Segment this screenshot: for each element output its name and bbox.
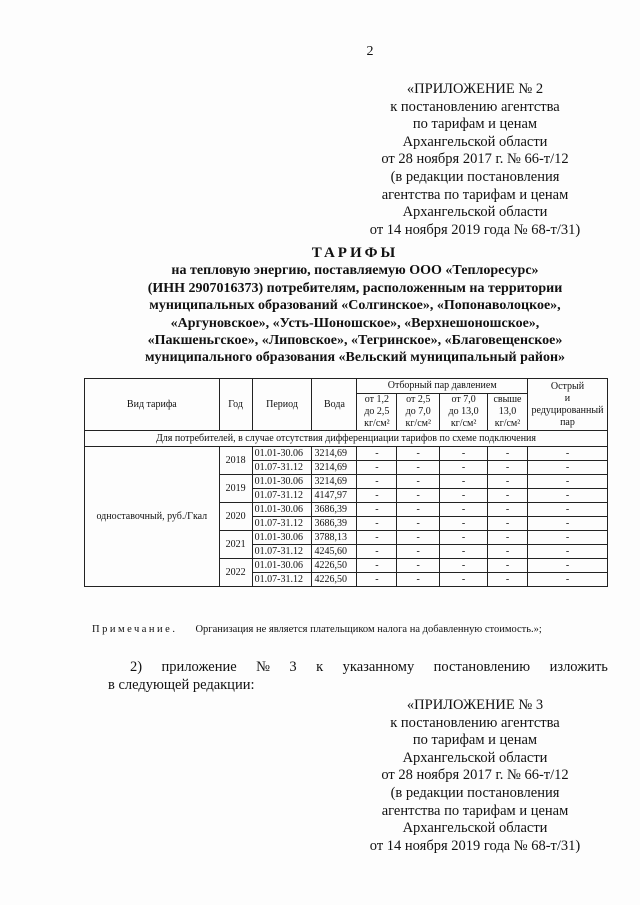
- header-period: Период: [252, 379, 312, 431]
- value-cell: -: [397, 517, 440, 531]
- value-cell: -: [397, 503, 440, 517]
- year-cell: 2020: [219, 503, 252, 531]
- value-cell: -: [488, 461, 528, 475]
- title-line: на тепловую энергию, поставляемую ООО «Теплоресурс»: [171, 263, 539, 279]
- period-cell: 01.01-30.06: [252, 447, 312, 461]
- appendix-2-line: «ПРИЛОЖЕНИЕ № 2: [406, 81, 544, 97]
- value-cell: -: [357, 573, 397, 587]
- value-cell: -: [397, 475, 440, 489]
- tariff-type-cell: одноставочный, руб./Гкал: [85, 447, 220, 587]
- value-cell: -: [397, 489, 440, 503]
- period-cell: 01.07-31.12: [252, 545, 312, 559]
- value-cell: -: [397, 559, 440, 573]
- value-cell: -: [397, 447, 440, 461]
- value-cell: -: [357, 503, 397, 517]
- header-sharp-line: редуцированный: [531, 404, 604, 416]
- appendix-3-line: от 14 ноября 2019 года № 68-т/31): [369, 837, 581, 854]
- value-cell: -: [397, 545, 440, 559]
- period-cell: 01.07-31.12: [252, 489, 312, 503]
- value-cell: -: [527, 531, 607, 545]
- header-year: Год: [219, 379, 252, 431]
- header-steam-col: [357, 394, 397, 431]
- appendix-3-header: [330, 697, 620, 855]
- value-cell: -: [527, 461, 607, 475]
- consumers-row: Для потребителей, в случае отсутствия дифференциации тарифов по схеме подключения: [85, 431, 608, 447]
- value-cell: -: [440, 545, 488, 559]
- value-cell: -: [488, 447, 528, 461]
- period-cell: 01.01-30.06: [252, 475, 312, 489]
- header-steam-col: [488, 394, 528, 431]
- paragraph-word: к: [316, 659, 324, 675]
- value-cell: -: [440, 573, 488, 587]
- table-note: [92, 624, 542, 635]
- value-cell: -: [357, 517, 397, 531]
- appendix-3-line: по тарифам и ценам: [412, 732, 538, 749]
- title-line: «Аргуновское», «Усть-Шоношское», «Верхнешоношское»,: [170, 315, 540, 331]
- steam-col-line: до 2,5: [364, 406, 390, 417]
- steam-col-line: 13,0: [498, 406, 517, 417]
- value-cell: -: [488, 475, 528, 489]
- header-sharp-line: Острый: [550, 380, 585, 392]
- tariff-table: [84, 378, 608, 587]
- note-label: Примечание.: [92, 624, 178, 635]
- value-cell: -: [440, 531, 488, 545]
- value-cell: -: [357, 531, 397, 545]
- water-cell: 3788,13: [312, 531, 357, 545]
- appendix-2-line: агентства по тарифам и ценам: [381, 186, 569, 203]
- value-cell: -: [440, 461, 488, 475]
- value-cell: -: [527, 475, 607, 489]
- period-cell: 01.01-30.06: [252, 559, 312, 573]
- value-cell: -: [488, 489, 528, 503]
- value-cell: -: [357, 475, 397, 489]
- header-sharp-line: пар: [560, 416, 575, 428]
- value-cell: -: [527, 489, 607, 503]
- water-cell: 4147,97: [312, 489, 357, 503]
- value-cell: -: [357, 545, 397, 559]
- title-main: ТАРИФЫ: [311, 245, 399, 261]
- value-cell: -: [440, 475, 488, 489]
- water-cell: 4245,60: [312, 545, 357, 559]
- appendix-3-line: «ПРИЛОЖЕНИЕ № 3: [406, 697, 544, 713]
- steam-col-line: свыше: [493, 394, 522, 405]
- steam-col-line: от 2,5: [406, 394, 431, 405]
- title-line: муниципального образования «Вельский муниципальный район»: [144, 350, 566, 366]
- value-cell: -: [357, 489, 397, 503]
- water-cell: 4226,50: [312, 559, 357, 573]
- title-line: (ИНН 2907016373) потребителям, расположенным на территории: [147, 280, 563, 296]
- period-cell: 01.01-30.06: [252, 531, 312, 545]
- period-cell: 01.01-30.06: [252, 503, 312, 517]
- value-cell: -: [488, 517, 528, 531]
- appendix-2-line: к постановлению агентства: [390, 98, 560, 115]
- header-sharp-line: и: [564, 392, 571, 404]
- value-cell: -: [440, 517, 488, 531]
- paragraph-word: постановлению: [433, 659, 531, 675]
- water-cell: 4226,50: [312, 573, 357, 587]
- paragraph-line-2: в следующей редакции:: [108, 676, 255, 693]
- steam-col-line: кг/см²: [494, 418, 521, 429]
- value-cell: -: [527, 517, 607, 531]
- value-cell: -: [488, 503, 528, 517]
- year-cell: 2018: [219, 447, 252, 475]
- header-sharp-steam: [527, 379, 607, 431]
- value-cell: -: [440, 489, 488, 503]
- value-cell: -: [527, 559, 607, 573]
- appendix-2-line: от 14 ноября 2019 года № 68-т/31): [369, 221, 581, 238]
- value-cell: -: [397, 461, 440, 475]
- period-cell: 01.07-31.12: [252, 461, 312, 475]
- steam-col-line: кг/см²: [364, 418, 390, 429]
- year-cell: 2022: [219, 559, 252, 587]
- steam-col-line: от 7,0: [451, 394, 476, 405]
- appendix-3-line: Архангельской области: [402, 820, 548, 837]
- value-cell: -: [440, 503, 488, 517]
- paragraph-line-1: [108, 659, 608, 677]
- appendix-2-line: (в редакции постановления: [390, 168, 560, 185]
- value-cell: -: [357, 447, 397, 461]
- header-steam-col: [397, 394, 440, 431]
- value-cell: -: [397, 531, 440, 545]
- value-cell: -: [357, 461, 397, 475]
- year-cell: 2021: [219, 531, 252, 559]
- paragraph-word: приложение: [161, 659, 237, 675]
- value-cell: -: [397, 573, 440, 587]
- document-title: [60, 245, 640, 367]
- water-cell: 3686,39: [312, 517, 357, 531]
- water-cell: 3214,69: [312, 475, 357, 489]
- period-cell: 01.07-31.12: [252, 517, 312, 531]
- value-cell: -: [440, 447, 488, 461]
- paragraph-item-2: [108, 659, 608, 694]
- steam-col-line: до 7,0: [405, 406, 431, 417]
- value-cell: -: [488, 545, 528, 559]
- paragraph-word: №: [256, 659, 270, 675]
- header-steam-col: [440, 394, 488, 431]
- value-cell: -: [488, 559, 528, 573]
- paragraph-word: изложить: [549, 659, 608, 675]
- value-cell: -: [488, 573, 528, 587]
- table-body: [85, 447, 608, 587]
- water-cell: 3214,69: [312, 447, 357, 461]
- value-cell: -: [527, 503, 607, 517]
- value-cell: -: [527, 545, 607, 559]
- note-text: Организация не является плательщиком налога на добавленную стоимость.»;: [195, 624, 542, 635]
- appendix-3-line: агентства по тарифам и ценам: [381, 802, 569, 819]
- period-cell: 01.07-31.12: [252, 573, 312, 587]
- year-cell: 2019: [219, 475, 252, 503]
- appendix-2-header: [330, 81, 620, 239]
- paragraph-word: указанному: [342, 659, 415, 675]
- water-cell: 3686,39: [312, 503, 357, 517]
- value-cell: -: [527, 447, 607, 461]
- appendix-2-line: Архангельской области: [402, 133, 548, 150]
- page-number: 2: [366, 44, 374, 59]
- appendix-3-line: к постановлению агентства: [390, 714, 560, 731]
- appendix-2-line: по тарифам и ценам: [412, 116, 538, 133]
- water-cell: 3214,69: [312, 461, 357, 475]
- steam-col-line: кг/см²: [450, 418, 477, 429]
- header-water: Вода: [312, 379, 357, 431]
- value-cell: -: [527, 573, 607, 587]
- appendix-2-line: Архангельской области: [402, 204, 548, 221]
- header-tariff-type: Вид тарифа: [85, 379, 220, 431]
- paragraph-word: 3: [289, 659, 297, 675]
- appendix-3-line: от 28 ноября 2017 г. № 66-т/12: [381, 767, 569, 784]
- table-row: [85, 447, 608, 461]
- steam-col-line: от 1,2: [364, 394, 389, 405]
- appendix-2-line: от 28 ноября 2017 г. № 66-т/12: [381, 151, 569, 168]
- value-cell: -: [357, 559, 397, 573]
- paragraph-word: 2): [130, 659, 143, 675]
- appendix-3-line: Архангельской области: [402, 749, 548, 766]
- steam-col-line: до 13,0: [448, 406, 479, 417]
- steam-col-line: кг/см²: [405, 418, 431, 429]
- value-cell: -: [488, 531, 528, 545]
- header-steam-group: Отборный пар давлением: [357, 379, 528, 394]
- title-line: «Пакшеньгское», «Липовское», «Тегринское», «Благовещенское»: [147, 333, 563, 349]
- appendix-3-line: (в редакции постановления: [390, 784, 560, 801]
- title-line: муниципальных образований «Солгинское», «Попонаволоцкое»,: [149, 298, 561, 314]
- value-cell: -: [440, 559, 488, 573]
